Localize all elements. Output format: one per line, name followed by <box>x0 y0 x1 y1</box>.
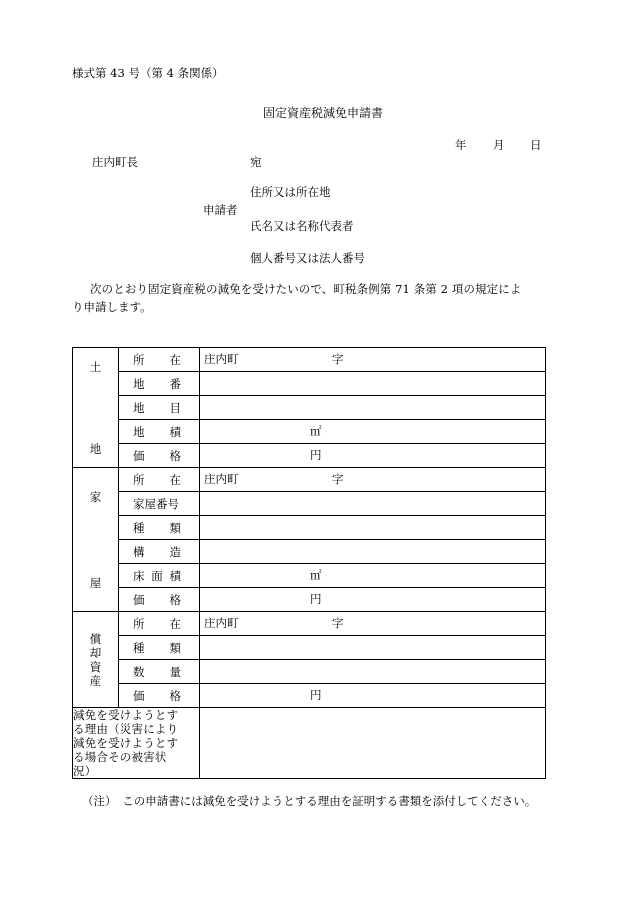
label-char: 価 <box>133 688 145 703</box>
yen-unit: 円 <box>310 448 322 462</box>
house-price-field[interactable] <box>200 588 546 612</box>
addressee-name: 庄内町長 <box>92 155 138 169</box>
label-char: 類 <box>169 640 181 655</box>
reason-row <box>73 708 546 779</box>
label-char: 格 <box>169 448 181 463</box>
asset-location-field[interactable] <box>200 612 546 636</box>
label-char: 在 <box>169 352 181 367</box>
aza-label: 字 <box>332 352 344 366</box>
house-number-field[interactable] <box>200 492 546 516</box>
land-section-heading <box>73 348 119 468</box>
label-char: 種 <box>133 520 145 535</box>
label-char: 在 <box>169 616 181 631</box>
house-floor-area-row <box>73 564 546 588</box>
label-char: 類 <box>169 520 181 535</box>
applicant-address-label: 住所又は所在地 <box>250 185 331 199</box>
house-floor-area-field[interactable] <box>200 564 546 588</box>
yen-unit: 円 <box>310 592 322 606</box>
house-number-label: 家屋番号 <box>133 496 179 511</box>
label-char: 種 <box>133 640 145 655</box>
land-parcel-row <box>73 372 546 396</box>
label-char: 番 <box>169 376 181 391</box>
label-char: 価 <box>133 592 145 607</box>
asset-type-field[interactable] <box>200 636 546 660</box>
house-type-field[interactable] <box>200 516 546 540</box>
label-char: 所 <box>133 352 145 367</box>
label-char: 目 <box>169 400 181 415</box>
asset-heading-char: 産 <box>89 673 102 688</box>
label-char: 積 <box>169 568 181 583</box>
reason-line: 減免を受けようとす <box>73 736 179 750</box>
reason-line: る場合その被害状 <box>73 750 167 764</box>
house-type-row <box>73 516 546 540</box>
footnote: （注） この申請書には減免を受けようとする理由を証明する書類を添付してください。 <box>82 794 537 808</box>
house-heading-bottom: 屋 <box>89 575 102 590</box>
house-price-row <box>73 588 546 612</box>
body-line-1: 次のとおり固定資産税の減免を受けたいので、町税条例第 71 条第 2 項の規定によ <box>90 282 522 296</box>
reason-line: る理由（災害により <box>73 722 179 736</box>
asset-heading-char: 却 <box>89 645 102 660</box>
house-section-heading <box>73 468 119 612</box>
label-char: 所 <box>133 616 145 631</box>
label-char: 数 <box>133 664 145 679</box>
asset-heading-char: 償 <box>89 631 102 646</box>
label-char: 構 <box>133 544 145 559</box>
area-unit: ㎡ <box>310 424 322 438</box>
label-char: 積 <box>169 424 181 439</box>
application-table <box>72 347 546 779</box>
applicant-name-label: 氏名又は名称代表者 <box>250 219 354 233</box>
asset-type-row <box>73 636 546 660</box>
house-structure-field[interactable] <box>200 540 546 564</box>
house-location-field[interactable] <box>200 468 546 492</box>
aza-label: 字 <box>332 472 344 486</box>
reason-line: 減免を受けようとす <box>73 708 179 722</box>
date-year: 年 <box>455 138 467 152</box>
yen-unit: 円 <box>310 688 322 702</box>
label-char: 地 <box>133 376 145 391</box>
label-char: 造 <box>169 544 181 559</box>
land-category-row <box>73 396 546 420</box>
town-prefix: 庄内町 <box>204 352 239 366</box>
asset-price-row <box>73 684 546 708</box>
page-title: 固定資産税減免申請書 <box>263 106 384 120</box>
land-parcel-field[interactable] <box>200 372 546 396</box>
town-prefix: 庄内町 <box>204 616 239 630</box>
asset-price-field[interactable] <box>200 684 546 708</box>
land-price-field[interactable] <box>200 444 546 468</box>
form-number: 様式第 43 号（第 4 条関係） <box>72 66 224 80</box>
town-prefix: 庄内町 <box>204 472 239 486</box>
house-number-row <box>73 492 546 516</box>
applicant-number-label: 個人番号又は法人番号 <box>250 251 365 265</box>
land-area-row <box>73 420 546 444</box>
house-heading-top: 家 <box>89 489 102 504</box>
land-location-field[interactable] <box>200 348 546 372</box>
house-structure-row <box>73 540 546 564</box>
label-char: 格 <box>169 688 181 703</box>
label-char: 床 <box>133 568 145 583</box>
reason-label <box>73 708 200 779</box>
label-char: 格 <box>169 592 181 607</box>
land-heading-top: 土 <box>89 359 102 374</box>
date-day: 日 <box>530 138 542 152</box>
applicant-label: 申請者 <box>203 203 238 217</box>
label-char: 地 <box>133 400 145 415</box>
label-char: 在 <box>169 472 181 487</box>
asset-location-row <box>73 612 546 636</box>
label-char: 価 <box>133 448 145 463</box>
land-category-field[interactable] <box>200 396 546 420</box>
asset-quantity-field[interactable] <box>200 660 546 684</box>
reason-line: 況） <box>73 764 97 778</box>
label-char: 所 <box>133 472 145 487</box>
reason-field[interactable] <box>200 708 546 779</box>
body-line-2: り申請します。 <box>72 300 152 314</box>
label-char: 面 <box>151 568 163 583</box>
asset-heading-char: 資 <box>89 659 102 674</box>
area-unit: ㎡ <box>310 568 322 582</box>
date-month: 月 <box>493 138 505 152</box>
house-location-row <box>73 468 546 492</box>
land-heading-bottom: 地 <box>89 441 102 456</box>
land-price-row <box>73 444 546 468</box>
asset-quantity-row <box>73 660 546 684</box>
label-char: 量 <box>169 664 181 679</box>
aza-label: 字 <box>332 616 344 630</box>
addressee-suffix: 宛 <box>250 155 262 169</box>
land-location-row <box>73 348 546 372</box>
land-area-field[interactable] <box>200 420 546 444</box>
asset-section-heading <box>73 612 119 708</box>
label-char: 地 <box>133 424 145 439</box>
